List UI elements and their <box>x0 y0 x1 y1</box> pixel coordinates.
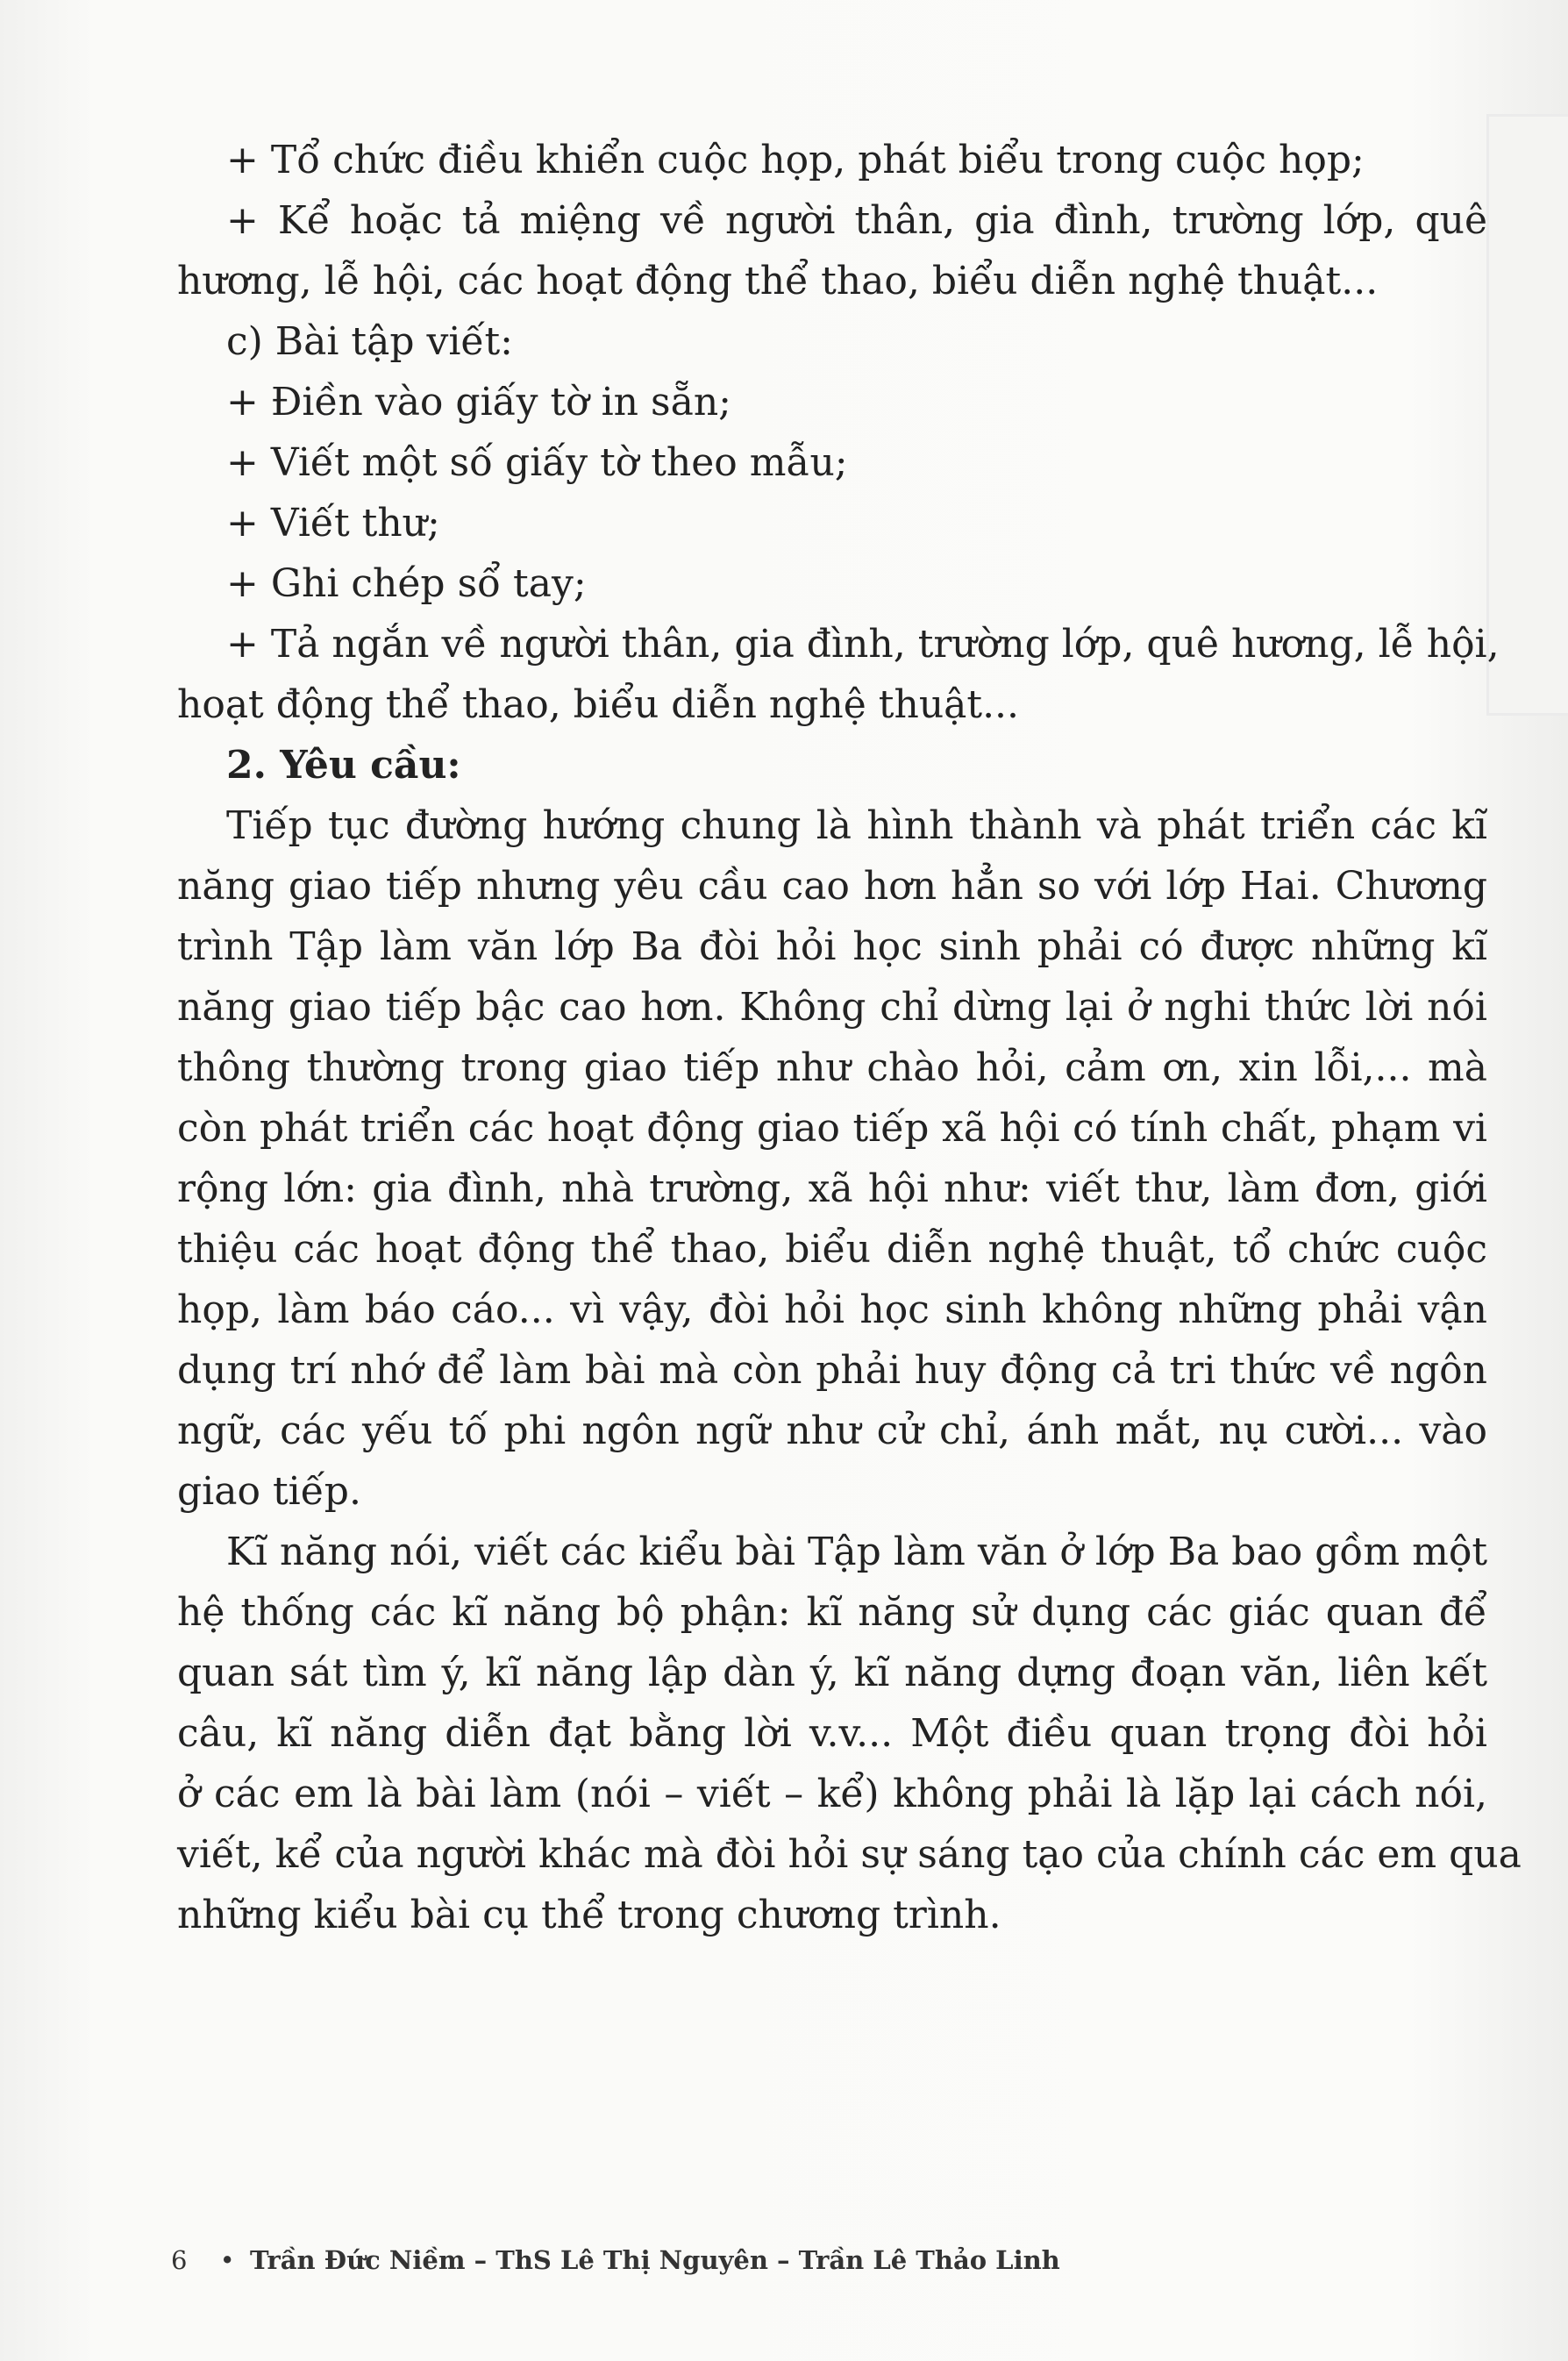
text-line: còn phát triển các hoạt động giao tiếp xã hội có tính chất, phạm vi <box>177 1106 1487 1151</box>
text-line: năng giao tiếp nhưng yêu cầu cao hơn hẳn so với lớp Hai. Chương <box>177 864 1487 909</box>
text-line: c) Bài tập viết: <box>226 319 513 364</box>
text-line: + Ghi chép sổ tay; <box>226 561 587 606</box>
text-line: thiệu các hoạt động thể thao, biểu diễn nghệ thuật, tổ chức cuộc <box>177 1227 1487 1272</box>
text-line: + Tổ chức điều khiển cuộc họp, phát biểu trong cuộc họp; <box>226 138 1365 182</box>
text-line: giao tiếp. <box>177 1469 361 1514</box>
text-line: năng giao tiếp bậc cao hơn. Không chỉ dừng lại ở nghi thức lời nói <box>177 985 1487 1030</box>
footer-authors: Trần Đức Niềm – ThS Lê Thị Nguyên – Trần Lê Thảo Linh <box>250 2245 1060 2275</box>
page-footer <box>171 2243 1060 2278</box>
text-line: + Tả ngắn về người thân, gia đình, trường lớp, quê hương, lễ hội, <box>226 622 1500 667</box>
text-line: quan sát tìm ý, kĩ năng lập dàn ý, kĩ năng dựng đoạn văn, liên kết <box>177 1651 1487 1695</box>
text-line: rộng lớn: gia đình, nhà trường, xã hội như: viết thư, làm đơn, giới <box>177 1166 1487 1211</box>
body-text <box>177 130 1522 1945</box>
page-number: 6 <box>171 2245 188 2275</box>
text-line: trình Tập làm văn lớp Ba đòi hỏi học sinh phải có được những kĩ <box>177 924 1487 969</box>
text-line: hoạt động thể thao, biểu diễn nghệ thuật... <box>177 682 1020 727</box>
text-line: + Viết thư; <box>226 501 440 546</box>
text-line: ngữ, các yếu tố phi ngôn ngữ như cử chỉ, ánh mắt, nụ cười... vào <box>177 1409 1487 1453</box>
text-line: ở các em là bài làm (nói – viết – kể) không phải là lặp lại cách nói, <box>177 1772 1487 1816</box>
text-line: Tiếp tục đường hướng chung là hình thành và phát triển các kĩ <box>226 803 1487 848</box>
text-line: + Kể hoặc tả miệng về người thân, gia đình, trường lớp, quê <box>226 198 1487 243</box>
text-line: + Viết một số giấy tờ theo mẫu; <box>226 440 848 485</box>
section-heading: 2. Yêu cầu: <box>226 743 461 788</box>
text-line: dụng trí nhớ để làm bài mà còn phải huy động cả tri thức về ngôn <box>177 1348 1487 1393</box>
text-line: Kĩ năng nói, viết các kiểu bài Tập làm văn ở lớp Ba bao gồm một <box>226 1530 1487 1574</box>
text-line: những kiểu bài cụ thể trong chương trình. <box>177 1893 1001 1937</box>
text-line: hệ thống các kĩ năng bộ phận: kĩ năng sử dụng các giác quan để <box>177 1590 1487 1635</box>
text-line: câu, kĩ năng diễn đạt bằng lời v.v... Một điều quan trọng đòi hỏi <box>177 1711 1487 1756</box>
footer-bullet: • <box>219 2245 235 2275</box>
text-line: hương, lễ hội, các hoạt động thể thao, biểu diễn nghệ thuật... <box>177 259 1379 303</box>
text-line: + Điền vào giấy tờ in sẵn; <box>226 380 731 424</box>
text-line: họp, làm báo cáo... vì vậy, đòi hỏi học sinh không những phải vận <box>177 1287 1487 1332</box>
text-line: viết, kể của người khác mà đòi hỏi sự sáng tạo của chính các em qua <box>177 1832 1522 1877</box>
text-line: thông thường trong giao tiếp như chào hỏi, cảm ơn, xin lỗi,... mà <box>177 1045 1487 1090</box>
